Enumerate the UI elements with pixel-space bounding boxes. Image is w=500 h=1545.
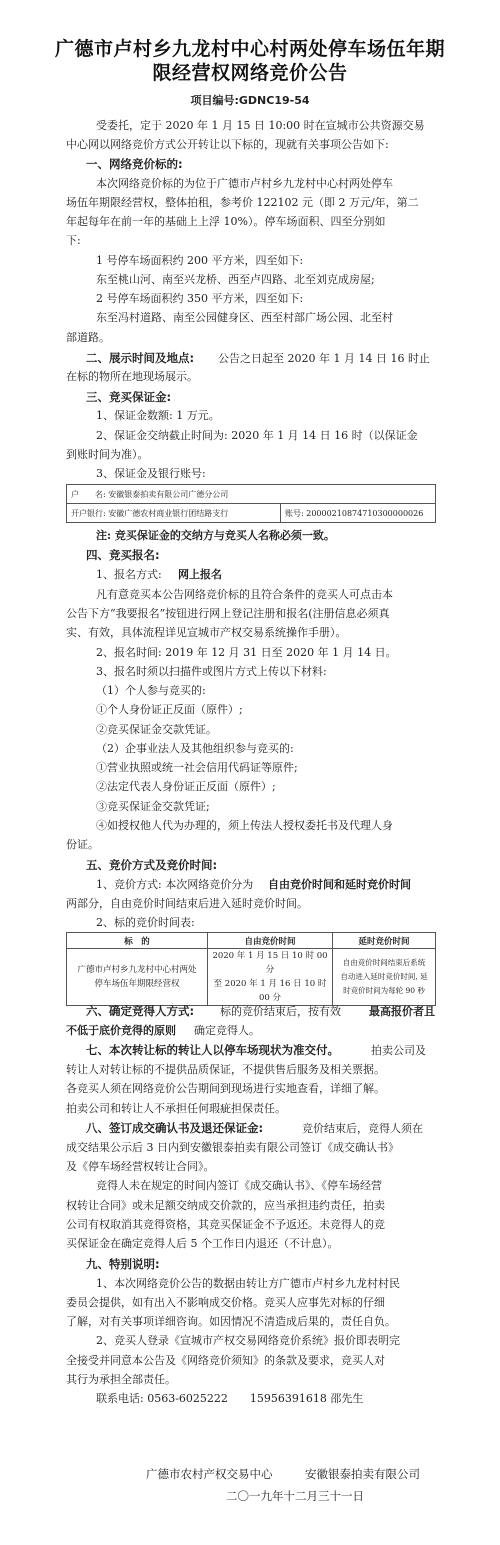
- section-1-line: 下:: [66, 234, 81, 247]
- free-bidding-time-line: 2020 年 1 月 15 日 10 时 00 分: [212, 951, 328, 975]
- extended-bidding-time-line: 自动进入延时竞价时间, 延: [340, 972, 428, 981]
- section-2-line: 公告之日起至 2020 年 1 月 14 日 16 时止: [218, 352, 430, 365]
- section-9-line: 全接受并同意本公告及《网络竞价须知》的条款及要求，竞买人对: [66, 1354, 385, 1367]
- section-6-text: 确定竞得人。: [194, 1024, 260, 1037]
- section-1-line: 部道路。: [66, 331, 110, 344]
- section-6-bold: 不低于底价竞得的原则: [66, 1024, 176, 1037]
- section-4-line: （2）企事业法人及其他组织参与竞买的:: [96, 742, 294, 755]
- section-1-line: 东至冯村道路、南至公园健身区、西至村部广场公园、北至村: [96, 311, 393, 324]
- section-6-heading: 六、确定竞得人方式:: [86, 1004, 195, 1018]
- signature-date: 二〇一九年十二月三十一日: [226, 1489, 364, 1503]
- lot-name-line: 停车场伍年期限经营权: [94, 979, 180, 989]
- bidding-schedule-table: [66, 932, 436, 1006]
- section-1-line: 东至桃山河、南至兴龙桥、西至卢四路、北至刘克成房屋;: [96, 273, 375, 286]
- section-8-line: 竞得人未在规定的时间内签订《成交确认书》、《停车场经营: [96, 1179, 382, 1192]
- section-9-line: 委员会提供，如有出入不影响成交价格。竞买人应事先对标的仔细: [66, 1296, 385, 1309]
- section-4-line: （1）个人参与竞买的:: [96, 684, 206, 697]
- account-number-cell: 账号: 20000210874710300000026: [281, 504, 436, 523]
- lot-name-line: 广德市卢村乡九龙村中心村两处: [77, 965, 197, 975]
- section-4-line: 3、报名时须以扫描件或图片方式上传以下材料:: [96, 665, 327, 678]
- section-7-line: 转让人对转让标的不提供品质保证，不提供售后服务及相关票据。: [66, 1063, 385, 1076]
- section-7-line: 各竞买人须在网络竞价公告期间到现场进行实地查看，详细了解。: [66, 1082, 385, 1095]
- section-3-line: 3、保证金及银行账号:: [96, 467, 206, 480]
- lot-name-cell: [67, 949, 208, 1006]
- contact-line: 联系电话: 0563-6025222 15956391618 邵先生: [96, 1392, 364, 1405]
- section-3-line: 1、保证金数额: 1 万元。: [96, 409, 220, 422]
- section-4-line: ②法定代表人身份证正反面（原件）;: [96, 780, 276, 793]
- section-3-line: 到账时间为准）。: [66, 448, 149, 461]
- section-8-line: 公司有权取消其竞得资格，其竞买保证金不予返还。未竞得人的竞: [66, 1218, 385, 1231]
- title-line-2: 限经营权网络竞价公告: [152, 62, 348, 84]
- section-3-heading: 三、竞买保证金:: [86, 390, 172, 404]
- table-header-cell: 延时竞价时间: [333, 933, 436, 949]
- section-8-heading: 八、签订成交确认书及退还保证金:: [86, 1121, 264, 1135]
- section-4-line: ①营业执照或统一社会信用代码证等原件;: [96, 761, 298, 774]
- signatory-exchange-center: 广德市农村产权交易中心: [146, 1467, 273, 1481]
- section-4-line: 份证。: [66, 838, 99, 851]
- table-header-cell: 自由竞价时间: [208, 933, 333, 949]
- section-7-heading: 七、本次转让标的转让人以停车场现状为准交付。: [86, 1043, 339, 1057]
- section-6-bold: 最高报价者且: [369, 1005, 435, 1018]
- bidding-method-label: 1、竞价方式: 本次网络竞价分为: [96, 878, 254, 891]
- section-5-line: 2、标的竞价时间表:: [96, 916, 195, 929]
- intro-line: 中心网以网络竞价方式公开转让以下标的，现就有关事项公告如下:: [66, 138, 389, 151]
- section-1-heading: 一、网络竞价标的:: [86, 157, 183, 171]
- section-4-line: ②竞买保证金交款凭证。: [96, 723, 217, 736]
- extended-bidding-time-line: 自由竞价时间结束后系统: [342, 958, 426, 967]
- extended-bidding-time-line: 时竞价时间为每轮 90 秒: [343, 986, 425, 995]
- section-1-line: 年起每年在前一年的基础上上浮 10%）。停车场面积、四至分别如: [66, 215, 386, 228]
- registration-method-value: 网上报名: [178, 568, 222, 581]
- bidding-method-value: 自由竞价时间和延时竞价时间: [268, 878, 411, 891]
- section-5-heading: 五、竞价方式及竞价时间:: [86, 858, 218, 872]
- section-8-text: 竞价结束后，竞得人须在: [302, 1122, 423, 1135]
- section-7-line: 拍卖公司和转让人不承担任何瑕疵担保责任。: [66, 1102, 286, 1115]
- bank-name-cell: 开户银行: 安徽广德农村商业银行团结路支行: [67, 504, 281, 523]
- section-1-line: 1 号停车场面积约 200 平方米，四至如下:: [96, 254, 304, 267]
- section-8-line: 权转让合同》或未足额交纳成交价款的，应当承担违约责任，拍卖: [66, 1199, 385, 1212]
- section-1-line: 场伍年期限经营权，整体拍租，参考价 122102 元（即 2 万元/年，第二: [66, 196, 419, 209]
- signatory-auction-company: 安徽银泰拍卖有限公司: [305, 1467, 420, 1481]
- section-5-line: 两部分，自由竞价时间结束后进入延时竞价时间。: [66, 897, 308, 910]
- section-4-line: ③竞买保证金交款凭证;: [96, 800, 210, 813]
- section-2-heading: 二、展示时间及地点:: [86, 351, 195, 365]
- title-line-1: 广德市卢村乡九龙村中心村两处停车场伍年期: [54, 38, 445, 60]
- section-4-heading: 四、竞买报名:: [86, 548, 160, 562]
- table-header-cell: 标 的: [67, 933, 208, 949]
- section-9-line: 1、本次网络竞价公告的数据由转让方广德市卢村乡九龙村村民: [96, 1277, 400, 1290]
- section-7-text: 拍卖公司及: [371, 1044, 426, 1057]
- section-9-line: 其行为承担全部责任。: [66, 1373, 176, 1386]
- section-9-line: 2、竞买人登录《宣城市产权交易网络竞价系统》报价即表明完: [96, 1334, 400, 1347]
- account-holder-cell: 户 名: 安徽银泰拍卖有限公司广德分公司: [67, 485, 436, 504]
- intro-line: 受委托，定于 2020 年 1 月 15 日 10:00 时在宣城市公共资源交易: [96, 119, 425, 132]
- extended-bidding-time-cell: [333, 949, 436, 1006]
- section-3-line: 2、保证金交纳截止时间为: 2020 年 1 月 14 日 16 时（以保证金: [96, 429, 418, 442]
- section-1-line: 2 号停车场面积约 350 平方米，四至如下:: [96, 292, 304, 305]
- section-9-line: 了解，对有关事项详细咨询。如因情况不清造成后果的，责任自负。: [66, 1315, 396, 1328]
- section-1-line: 本次网络竞价标的为位于广德市卢村乡九龙村中心村两处停车: [96, 177, 393, 190]
- section-8-line: 及《停车场经营权转让合同》。: [66, 1160, 215, 1173]
- free-bidding-time-cell: [208, 949, 333, 1006]
- bank-account-table: [66, 484, 436, 523]
- section-4-line: 实、有效，具体流程详见宣城市产权交易系统操作手册）。: [66, 626, 347, 639]
- registration-method-label: 1、报名方式:: [96, 568, 162, 581]
- section-4-line: 2、报名时间: 2019 年 12 月 31 日至 2020 年 1 月 14 日。: [96, 646, 397, 659]
- section-4-line: ①个人身份证正反面（原件）;: [96, 703, 243, 716]
- section-4-line: 凡有意竞买本公告网络竞价标的且符合条件的竞买人可点击本: [96, 588, 393, 601]
- section-4-line: ④如授权他人代为办理的，须上传法人授权委托书及代理人身: [96, 819, 393, 832]
- section-9-heading: 九、特别说明:: [86, 1257, 160, 1271]
- project-number: 项目编号:GDNC19-54: [190, 94, 310, 107]
- free-bidding-time-line: 至 2020 年 1 月 16 日 10 时 00 分: [213, 979, 327, 1003]
- section-4-line: 公告下方“我要报名”按钮进行网上登记注册和报名(注册信息必须真: [66, 607, 390, 620]
- section-8-line: 买保证金在确定竞得人后 5 个工作日内退还（不计息）。: [66, 1237, 339, 1250]
- deposit-note: 注: 竞买保证金的交纳方与竞买人名称必须一致。: [96, 529, 335, 542]
- section-2-line: 在标的物所在地现场展示。: [66, 370, 198, 383]
- section-6-text: 标的竞价结束后，按有效: [220, 1005, 341, 1018]
- section-8-line: 成交结果公示后 3 日内到安徽银泰拍卖有限公司签订《成交确认书》: [66, 1141, 399, 1154]
